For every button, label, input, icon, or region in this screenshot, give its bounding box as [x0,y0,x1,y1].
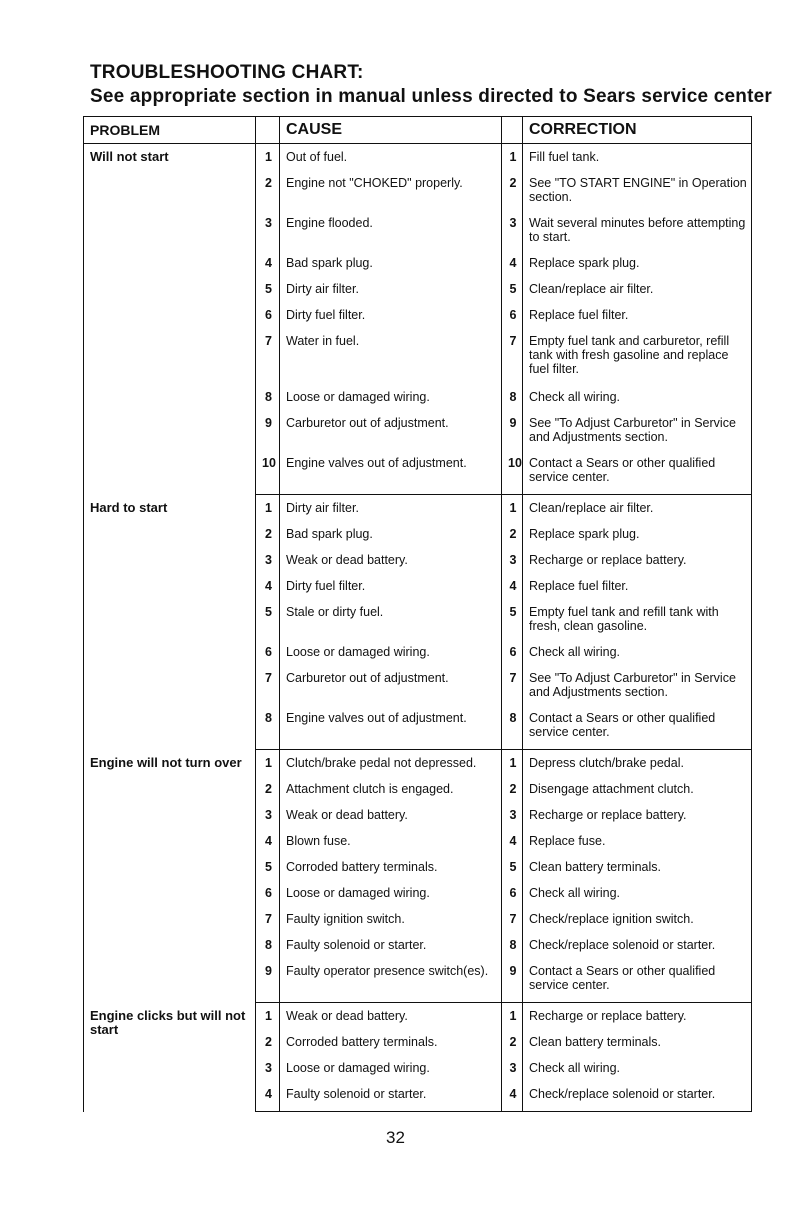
cause-cell: Out of fuel. [286,150,348,164]
cause-number-cell: 7 [256,910,280,936]
correction-cell: See "To Adjust Carburetor" in Service and Adjustments section. [523,414,752,454]
cause-cell: Weak or dead battery. [286,808,408,822]
cause-cell: Dirty air filter. [286,282,359,296]
cause-cell: Faulty operator presence switch(es). [280,962,502,1003]
cause-cell: Engine not "CHOKED" properly. [286,176,463,190]
correction-cell: Recharge or replace battery. [523,806,752,832]
column-header-problem: PROBLEM [84,117,256,144]
cause-number-cell: 3 [256,1059,280,1085]
cause-cell: Loose or damaged wiring. [286,645,430,659]
cause-number-cell: 3 [256,806,280,832]
cause-number-cell: 8 [256,388,280,414]
page-subtitle: See appropriate section in manual unless directed to Sears service center [90,86,772,107]
correction-number-cell: 2 [502,780,523,806]
cause-cell: Engine valves out of adjustment. [280,454,502,495]
cause-cell: Dirty air filter. [286,501,359,515]
cause-number-cell: 9 [256,414,280,454]
correction-cell: Disengage attachment clutch. [523,780,752,806]
correction-number-cell: 2 [502,1033,523,1059]
cause-cell: Engine flooded. [286,216,373,230]
cause-cell: Clutch/brake pedal not depressed. [286,756,477,770]
correction-cell: Fill fuel tank. [523,144,752,175]
cause-number-cell: 2 [256,1033,280,1059]
correction-number-cell: 6 [502,643,523,669]
correction-number-cell: 4 [502,1085,523,1112]
column-header-cause: CAUSE [280,117,502,144]
cause-cell: Bad spark plug. [286,527,373,541]
table-row [84,144,752,175]
cause-number-cell: 5 [256,280,280,306]
correction-number-cell: 7 [502,669,523,709]
cause-cell: Stale or dirty fuel. [286,605,384,619]
correction-number-cell: 4 [502,832,523,858]
cause-number-cell: 5 [256,603,280,643]
correction-cell: Contact a Sears or other qualified service center. [523,454,752,495]
cause-number-cell: 9 [256,962,280,1003]
correction-cell: Clean battery terminals. [523,1033,752,1059]
correction-number-cell: 8 [502,709,523,750]
correction-cell: Replace fuel filter. [523,577,752,603]
page-title: TROUBLESHOOTING CHART: [90,62,364,83]
correction-cell: Clean battery terminals. [523,858,752,884]
correction-cell: Empty fuel tank and carburetor, refill tank with fresh gasoline and replace fuel filter. [523,332,752,388]
correction-number-cell: 7 [502,332,523,388]
correction-number-cell: 1 [502,750,523,781]
correction-number-cell: 6 [502,884,523,910]
correction-number-cell: 1 [502,495,523,526]
cause-cell: Dirty fuel filter. [286,579,366,593]
correction-number-cell: 4 [502,254,523,280]
problem-cell: Hard to start [84,495,256,750]
correction-cell: Clean/replace air filter. [523,495,752,526]
cause-cell: Corroded battery terminals. [286,1035,438,1049]
correction-number-cell: 9 [502,414,523,454]
cause-number-cell: 1 [256,495,280,526]
page-number: 32 [386,1128,405,1147]
correction-number-cell: 7 [502,910,523,936]
cause-cell: Engine valves out of adjustment. [280,709,502,750]
cause-number-cell: 4 [256,254,280,280]
cause-number-cell: 6 [256,306,280,332]
cause-cell: Attachment clutch is engaged. [286,782,454,796]
cause-number-cell: 7 [256,669,280,709]
table-row [84,750,752,781]
correction-number-cell: 1 [502,144,523,175]
correction-number-cell: 4 [502,577,523,603]
cause-number-cell: 1 [256,750,280,781]
cause-cell: Carburetor out of adjustment. [286,671,449,685]
cause-cell: Weak or dead battery. [286,553,408,567]
cause-cell: Loose or damaged wiring. [286,390,430,404]
cause-number-cell: 2 [256,174,280,214]
cause-cell: Loose or damaged wiring. [286,886,430,900]
cause-number-cell: 6 [256,643,280,669]
correction-number-cell: 2 [502,174,523,214]
column-header-cause-number [256,117,280,144]
correction-cell: Check/replace ignition switch. [523,910,752,936]
cause-cell: Corroded battery terminals. [286,860,438,874]
correction-number-cell: 1 [502,1003,523,1034]
correction-cell: Check/replace solenoid or starter. [523,936,752,962]
cause-number-cell: 2 [256,525,280,551]
cause-number-cell: 8 [256,936,280,962]
cause-number-cell: 4 [256,832,280,858]
cause-number-cell: 6 [256,884,280,910]
correction-cell: Recharge or replace battery. [523,1003,752,1034]
cause-cell: Loose or damaged wiring. [286,1061,430,1075]
correction-cell: Replace fuel filter. [523,306,752,332]
cause-cell: Bad spark plug. [286,256,373,270]
cause-number-cell: 4 [256,577,280,603]
cause-cell: Weak or dead battery. [286,1009,408,1023]
table-header-row [84,117,752,144]
correction-cell: Wait several minutes before attempting to start. [523,214,752,254]
column-header-correction-number [502,117,523,144]
problem-cell: Will not start [84,144,256,495]
correction-cell: Contact a Sears or other qualified service center. [523,962,752,1003]
correction-cell: Check all wiring. [523,884,752,910]
correction-number-cell: 5 [502,280,523,306]
cause-cell: Faulty solenoid or starter. [280,1085,502,1112]
correction-number-cell: 10 [502,454,523,495]
cause-number-cell: 1 [256,1003,280,1034]
cause-number-cell: 1 [256,144,280,175]
correction-number-cell: 9 [502,962,523,1003]
correction-cell: Check/replace solenoid or starter. [523,1085,752,1112]
cause-cell: Carburetor out of adjustment. [286,416,449,430]
cause-number-cell: 5 [256,858,280,884]
correction-cell: Replace spark plug. [523,254,752,280]
correction-cell: Contact a Sears or other qualified service center. [523,709,752,750]
correction-cell: See "TO START ENGINE" in Operation section. [523,174,752,214]
correction-cell: Replace spark plug. [523,525,752,551]
problem-cell: Engine will not turn over [84,750,256,1003]
cause-number-cell: 3 [256,551,280,577]
correction-number-cell: 8 [502,388,523,414]
troubleshooting-table [83,116,752,1112]
correction-cell: Check all wiring. [523,643,752,669]
correction-number-cell: 5 [502,603,523,643]
table-body [84,144,752,1112]
cause-cell: Dirty fuel filter. [286,308,366,322]
correction-cell: Check all wiring. [523,1059,752,1085]
column-header-correction: CORRECTION [523,117,752,144]
problem-cell: Engine clicks but will not start [84,1003,256,1112]
cause-number-cell: 7 [256,332,280,388]
cause-number-cell: 4 [256,1085,280,1112]
cause-number-cell: 2 [256,780,280,806]
cause-number-cell: 8 [256,709,280,750]
correction-cell: Empty fuel tank and refill tank with fresh, clean gasoline. [523,603,752,643]
correction-number-cell: 3 [502,551,523,577]
table-row [84,495,752,526]
cause-number-cell: 3 [256,214,280,254]
cause-cell: Faulty solenoid or starter. [286,938,427,952]
correction-number-cell: 8 [502,936,523,962]
correction-number-cell: 3 [502,214,523,254]
table-row [84,1003,752,1034]
correction-cell: Replace fuse. [523,832,752,858]
correction-cell: Depress clutch/brake pedal. [523,750,752,781]
cause-number-cell: 10 [256,454,280,495]
correction-number-cell: 5 [502,858,523,884]
correction-cell: Clean/replace air filter. [523,280,752,306]
correction-number-cell: 2 [502,525,523,551]
cause-cell: Faulty ignition switch. [286,912,405,926]
correction-cell: Recharge or replace battery. [523,551,752,577]
cause-cell: Blown fuse. [286,834,351,848]
correction-number-cell: 3 [502,806,523,832]
correction-number-cell: 3 [502,1059,523,1085]
correction-cell: Check all wiring. [523,388,752,414]
correction-cell: See "To Adjust Carburetor" in Service and Adjustments section. [523,669,752,709]
cause-cell: Water in fuel. [286,334,360,348]
correction-number-cell: 6 [502,306,523,332]
